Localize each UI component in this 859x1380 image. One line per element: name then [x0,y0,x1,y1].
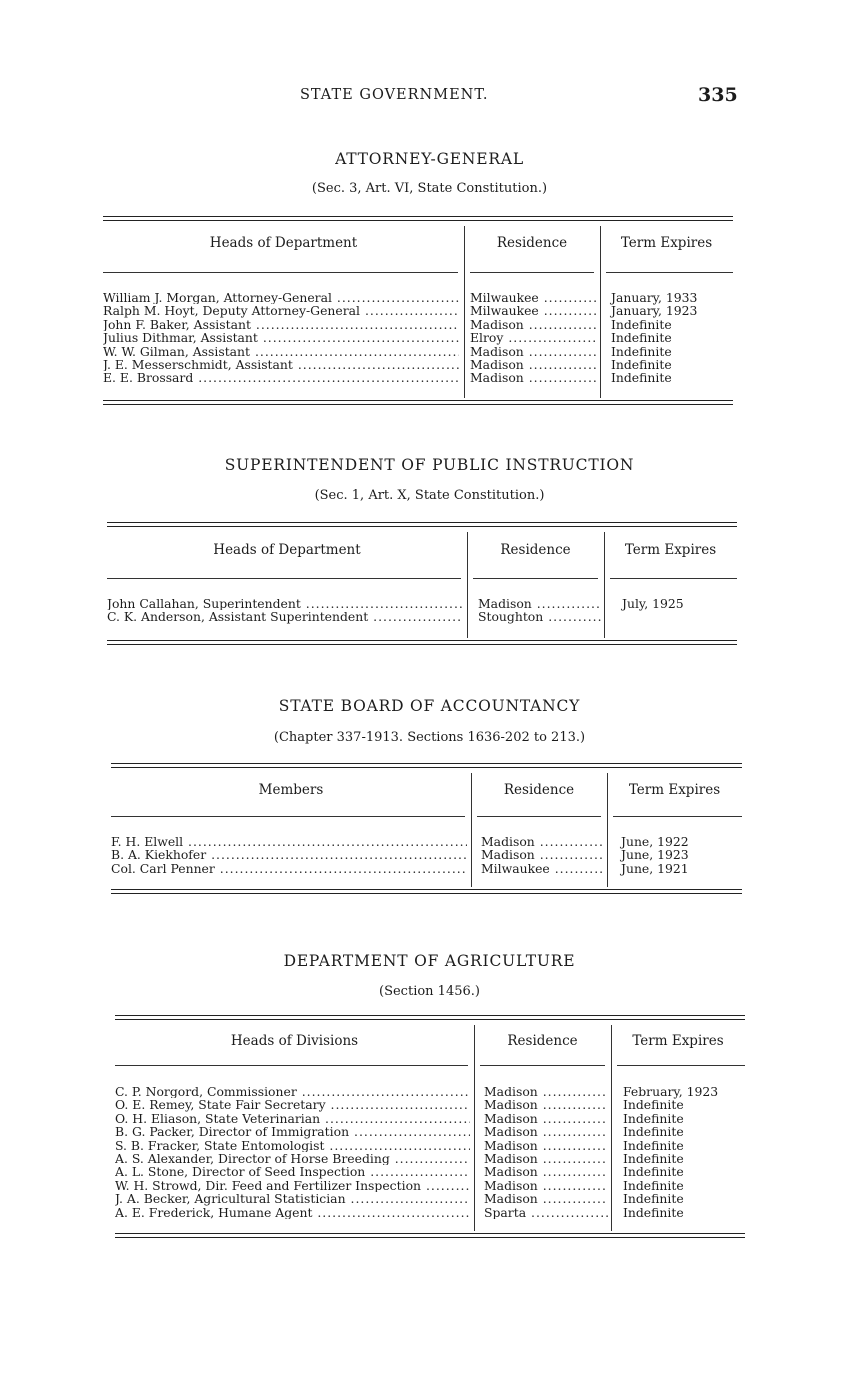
cell-residence: Madison ..... [484,1192,608,1205]
cell-residence: Madison ..... [470,318,596,331]
table-bottom-rule [111,889,742,894]
cell-residence: Madison ..... [484,1112,608,1125]
cell-name: John Callahan, Superintendent ..... [107,597,463,610]
table-bottom-rule [107,640,737,645]
cell-name: John F. Baker, Assistant ..... [103,318,459,331]
header-term: Term Expires [620,235,713,251]
cell-residence: Madison ..... [484,1085,608,1098]
section-title: DEPARTMENT OF AGRICULTURE [283,952,576,970]
cell-term-expires: Indefinite [611,330,672,346]
section-attorney-general [0,150,859,415]
header-rule [617,1065,745,1066]
header-rule [470,272,594,273]
divisions-table [115,1015,745,1241]
cell-term-expires: January, 1923 [611,303,698,319]
officers-table [107,522,737,648]
section-department-of-agriculture [0,952,859,1247]
table-rows [103,291,733,385]
cell-residence: Madison ..... [470,371,596,384]
cell-residence: Madison ..... [484,1139,608,1152]
header-residence: Residence [500,542,571,558]
cell-residence: Madison ..... [484,1125,608,1138]
cell-residence: Elroy ..... [470,331,596,344]
page-number: 335 [698,84,738,106]
header-rule [107,578,461,579]
cell-name: A. S. Alexander, Director of Horse Breeding ..... [115,1152,470,1165]
cell-term-expires: Indefinite [611,356,672,372]
cell-name: Col. Carl Penner ..... [111,862,467,875]
header-rule [115,1065,468,1066]
section-subtitle: (Sec. 1, Art. X, State Constitution.) [314,488,545,503]
table-top-rule [103,216,733,221]
header-name: Heads of Divisions [230,1033,359,1049]
cell-term-expires: Indefinite [623,1191,684,1207]
cell-residence: Madison ..... [470,345,596,358]
cell-term-expires: Indefinite [623,1097,684,1113]
cell-residence: Madison ..... [484,1179,608,1192]
cell-term-expires: July, 1925 [622,596,684,611]
cell-term-expires: June, 1921 [621,860,689,876]
cell-term-expires: February, 1923 [623,1084,719,1099]
cell-name: C. P. Norgord, Commissioner ..... [115,1085,470,1098]
cell-name: F. H. Elwell ..... [111,835,467,848]
section-title: STATE BOARD OF ACCOUNTANCY [278,697,581,715]
cell-term-expires: Indefinite [623,1177,684,1193]
cell-residence: Madison ..... [484,1098,608,1111]
cell-residence: Madison ..... [470,358,596,371]
table-row [115,1152,745,1165]
cell-term-expires: June, 1923 [621,847,689,863]
table-row [103,345,733,358]
cell-name: O. E. Remey, State Fair Secretary ..... [115,1098,470,1111]
header-name: Heads of Department [213,542,361,558]
header-rule [613,816,742,817]
table-row [115,1206,745,1219]
cell-term-expires: Indefinite [611,316,672,332]
table-row [103,291,733,304]
section-board-of-accountancy [0,697,859,902]
running-head [0,84,859,109]
table-row [107,610,737,623]
cell-name: W. W. Gilman, Assistant ..... [103,345,459,358]
cell-residence: Madison ..... [484,1165,608,1178]
cell-term-expires: Indefinite [623,1164,684,1180]
cell-name: J. E. Messerschmidt, Assistant ..... [103,358,459,371]
section-subtitle: (Section 1456.) [379,984,480,999]
cell-term-expires: Indefinite [611,370,672,386]
header-name: Heads of Department [209,235,358,251]
cell-name: A. L. Stone, Director of Seed Inspection ..... [115,1165,470,1178]
table-row [103,304,733,317]
table-row [111,835,742,848]
header-name: Members [258,782,324,798]
table-rows [111,835,742,875]
table-row [115,1085,745,1098]
table-row [115,1098,745,1111]
cell-name: W. H. Strowd, Dir. Feed and Fertilizer Inspection ..... [115,1179,470,1192]
table-row [115,1179,745,1192]
table-row [111,848,742,861]
cell-name: E. E. Brossard ..... [103,371,459,384]
header-residence: Residence [507,1033,578,1049]
cell-name: Julius Dithmar, Assistant ..... [103,331,459,344]
cell-name: S. B. Fracker, State Entomologist ..... [115,1139,470,1152]
cell-residence: Milwaukee ..... [470,304,596,317]
header-rule [103,272,458,273]
cell-term-expires: Indefinite [623,1137,684,1153]
header-residence: Residence [496,235,568,251]
table-row [107,597,737,610]
header-rule [477,816,601,817]
cell-name: J. A. Becker, Agricultural Statistician ..... [115,1192,470,1205]
cell-name: Ralph M. Hoyt, Deputy Attorney-General ..... [103,304,459,317]
table-row [103,371,733,384]
cell-name: C. K. Anderson, Assistant Superintendent ..... [107,610,463,623]
officers-table [103,216,733,408]
cell-term-expires: Indefinite [623,1150,684,1166]
table-top-rule [111,763,742,768]
cell-name: A. E. Frederick, Humane Agent ..... [115,1206,470,1219]
table-bottom-rule [115,1233,745,1238]
cell-residence: Madison ..... [481,848,605,861]
table-row [115,1112,745,1125]
table-row [103,318,733,331]
header-rule [473,578,598,579]
table-row [115,1139,745,1152]
header-residence: Residence [503,782,575,798]
cell-residence: Stoughton ..... [478,610,602,623]
table-row [103,358,733,371]
cell-term-expires: Indefinite [623,1124,684,1140]
section-superintendent [0,456,859,656]
table-top-rule [107,522,737,527]
cell-name: B. G. Packer, Director of Immigration ..... [115,1125,470,1138]
cell-term-expires: January, 1933 [611,290,698,305]
cell-residence: Madison ..... [478,597,602,610]
cell-residence: Milwaukee ..... [481,862,605,875]
header-term: Term Expires [624,542,717,558]
header-rule [480,1065,605,1066]
table-rows [115,1085,745,1219]
table-row [103,331,733,344]
cell-residence: Sparta ..... [484,1206,608,1219]
cell-term-expires: June, 1922 [621,834,689,849]
section-title: ATTORNEY-GENERAL [335,150,524,168]
cell-residence: Milwaukee ..... [470,291,596,304]
cell-residence: Madison ..... [481,835,605,848]
table-rows [107,597,737,624]
table-row [115,1165,745,1178]
header-term: Term Expires [632,1033,724,1049]
table-bottom-rule [103,400,733,405]
header-rule [111,816,465,817]
running-title: STATE GOVERNMENT. [300,87,489,103]
cell-name: William J. Morgan, Attorney-General ..... [103,291,459,304]
cell-term-expires: Indefinite [611,343,672,359]
cell-name: B. A. Kiekhofer ..... [111,848,467,861]
table-row [111,862,742,875]
cell-residence: Madison ..... [484,1152,608,1165]
table-row [115,1192,745,1205]
cell-term-expires: Indefinite [623,1110,684,1126]
table-row [115,1125,745,1138]
cell-name: O. H. Eliason, State Veterinarian ..... [115,1112,470,1125]
members-table [111,763,742,897]
section-title: SUPERINTENDENT OF PUBLIC INSTRUCTION [224,456,635,474]
header-term: Term Expires [628,782,721,798]
section-subtitle: (Chapter 337-1913. Sections 1636-202 to 213.) [273,730,586,745]
section-subtitle: (Sec. 3, Art. VI, State Constitution.) [311,181,548,196]
header-rule [610,578,737,579]
table-top-rule [115,1015,745,1020]
header-rule [606,272,733,273]
cell-term-expires: Indefinite [623,1204,684,1220]
